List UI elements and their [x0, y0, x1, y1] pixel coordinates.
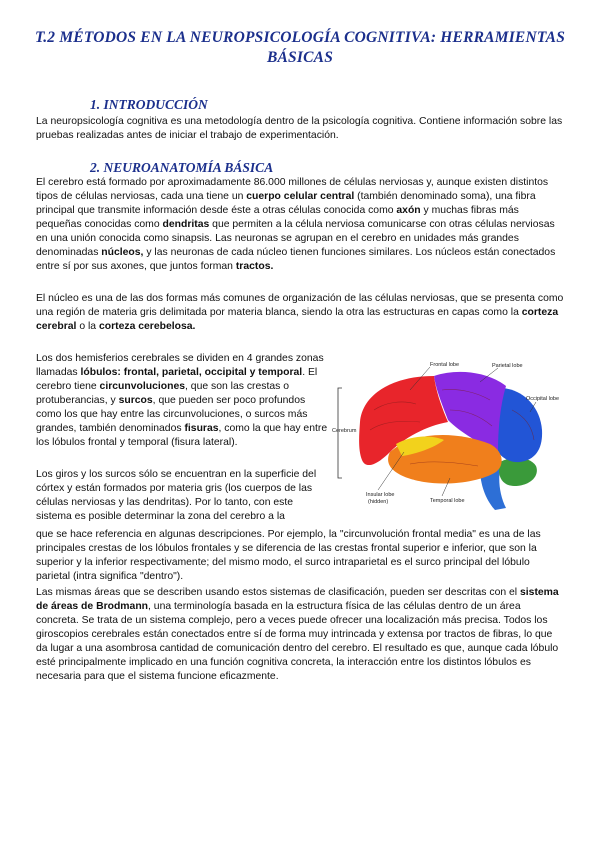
text-run: , una terminología basada en la estructura física de las células dentro de un área concreta. Se trata de un sistema complejo, pero a veces puede ofrecer una localización más precisa. Todos los giroscopios cerebrales están conectados entre sí de forma muy intrincada y extensa por tractos de fibras, lo que da lugar a una asombrosa cantidad de comunicación dentro del cerebro. El resultado es que, aunque cada lóbulo esté principalmente implicado en una función cognitiva concreta, la interacción entre los distintos lóbulos es necesaria para que el sistema funcione eficazmente. — [36, 601, 559, 682]
text-run: Las mismas áreas que se describen usando estos sistemas de clasificación, pueden ser descritas con el — [36, 587, 520, 598]
text-run: , que son las crestas o protuberancias, y — [36, 381, 289, 406]
label-hidden: (hidden) — [368, 499, 389, 505]
term-corteza-cerebelosa: corteza cerebelosa. — [98, 321, 196, 332]
term-circunvoluciones: circunvoluciones — [99, 381, 186, 392]
paragraph-giros-part1: Los giros y los surcos sólo se encuentran en la superficie del córtex y están formados por materia gris (los cuerpos de las células nerviosas y las dendritas). Por lo tanto, con este sistema es posible determinar la zona del cerebro a la — [36, 469, 317, 522]
term-nucleos: núcleos, — [101, 247, 144, 258]
label-occipital: Occipital lobe — [526, 396, 560, 402]
text-run: que permiten a la célula nerviosa comunicarse con otras células nerviosas en una unión conocida como sinapsis. Las neuronas se agrupan en el cerebro en unidades más grandes denominadas — [36, 219, 555, 258]
text-run: , como la que hay entre los lóbulos frontal y temporal (fisura lateral). — [36, 423, 328, 448]
section-heading-neuroanatomia: 2. NEUROANATOMÍA BÁSICA — [90, 160, 274, 175]
text-run: . El cerebro tiene — [36, 367, 318, 392]
text-run: y las neuronas de cada núcleo tienen funciones similares. Los núcleos están conectados entre sí por sus axones, que juntos forman — [36, 247, 556, 272]
label-insular: Insular lobe — [366, 492, 395, 498]
term-dendritas: dendritas — [162, 219, 210, 230]
term-tractos: tractos. — [235, 261, 274, 272]
page-title: T.2 MÉTODOS EN LA NEUROPSICOLOGÍA COGNITIVA: HERRAMIENTAS BÁSICAS — [34, 29, 566, 66]
brain-lobes-figure — [330, 360, 562, 525]
text-run: o la — [76, 321, 99, 332]
term-surcos: surcos — [118, 395, 153, 406]
label-parietal: Parietal lobe — [492, 363, 523, 369]
term-axon: axón — [396, 205, 421, 216]
paragraph-brodmann — [36, 586, 566, 684]
term-brodmann: sistema de áreas de Brodmann — [36, 587, 559, 612]
section-heading-introduccion: 1. INTRODUCCIÓN — [90, 97, 208, 112]
label-cerebrum: Cerebrum — [332, 428, 357, 434]
label-temporal: Temporal lobe — [430, 498, 465, 504]
paragraph-introduccion: La neuropsicología cognitiva es una metodología dentro de la psicología cognitiva. Contiene información sobre las pruebas realizadas antes de iniciar el trabajo de experimentación. — [36, 116, 563, 141]
term-fisuras: fisuras — [184, 423, 219, 434]
label-frontal: Frontal lobe — [430, 362, 460, 368]
term-lobulos: lóbulos: frontal, parietal, occipital y temporal — [80, 367, 303, 378]
paragraph-hemisferios — [36, 352, 328, 450]
text-run: , que pueden ser poco profundos como los que hay entre las circunvoluciones, o surcos más grandes, también denominados — [36, 395, 308, 434]
paragraph-nucleo — [36, 292, 566, 334]
term-cuerpo-celular: cuerpo celular central — [246, 191, 355, 202]
paragraph-giros-part2: que se hace referencia en algunas descripciones. Por ejemplo, la "circunvolución frontal media" es una de las principales crestas de los lóbulos frontales y se diferencia de las crestas frontal superior e inferior, que son la superior y la inferior respectivamente; del mismo modo, el surco intraparietal es el surco principal del lóbulo parietal (intra significa "dentro"). — [36, 529, 541, 582]
text-run: El núcleo es una de las dos formas más comunes de organización de las células nerviosas, que se presenta como una región de materia gris delimitada por materia blanca, siendo la otra las estructuras en capas como la — [36, 293, 564, 318]
text-run: Los dos hemisferios cerebrales se dividen en 4 grandes zonas llamadas — [36, 353, 324, 378]
paragraph-cerebro — [36, 176, 566, 274]
text-run: El cerebro está formado por aproximadamente 86.000 millones de células nerviosas y, aunque existen distintos tipos de células nerviosas, cada una tiene un — [36, 177, 549, 202]
text-run: y muchas fibras más pequeñas conocidas como — [36, 205, 519, 230]
term-corteza-cerebral: corteza cerebral — [36, 307, 559, 332]
text-run: (también denominado soma), una fibra principal que transmite información desde éste a otras células conocida como — [36, 191, 536, 216]
